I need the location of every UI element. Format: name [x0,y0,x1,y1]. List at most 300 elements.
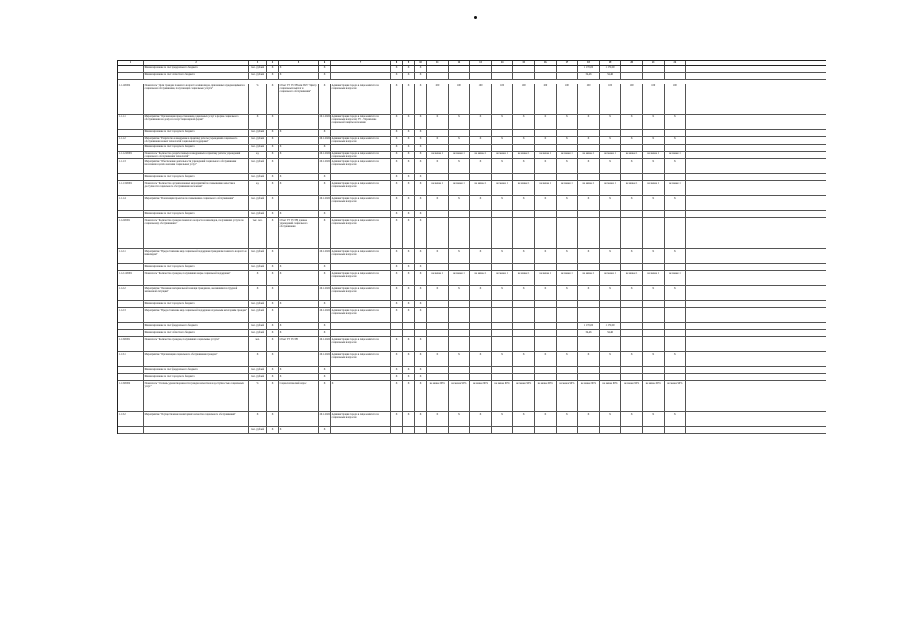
table-cell: Х [319,73,331,79]
table-cell: Х [535,137,557,144]
table-cell: Х [415,337,427,351]
table-cell: тыс. рублей [249,66,267,72]
table-cell: Х [470,137,492,144]
table-cell: Х [578,412,600,426]
table-cell: Х [415,218,427,248]
header-cell: 14 [492,61,514,65]
table-cell: тыс. рублей [249,264,267,270]
table-cell: 1.1.2.3 [118,308,144,322]
table-cell: Х [331,381,391,411]
table-cell [470,374,492,380]
table-cell: Х [319,264,331,270]
table-cell: не менее 1 [470,152,492,159]
table-cell [118,73,144,79]
table-row [118,174,826,181]
table-cell: Финансирование за счет федерального бюджета [144,66,249,72]
table-cell [144,427,249,433]
table-cell: Х [319,427,331,433]
table-cell [600,337,622,351]
table-cell: Мероприятие "Обеспечение деятельности учреждений социального обслуживания населения в целях оказания социальных услуг" [144,159,249,173]
table-cell: Х [249,352,267,366]
table-cell: Х [403,412,415,426]
table-cell: Х [600,249,622,263]
table-cell: 100 [427,84,449,114]
table-cell [557,330,579,336]
table-cell: Х [279,330,319,336]
table-cell: Х [427,352,449,366]
table-cell: Х [492,412,514,426]
table-cell: Х [415,308,427,322]
table-cell [449,264,471,270]
table-cell [578,337,600,351]
table-cell: Х [391,181,403,195]
table-cell: 1 170,00 [600,66,622,72]
table-cell: Х [267,73,279,79]
table-cell: Х [319,367,331,373]
table-cell: Х [470,115,492,129]
table-cell [331,323,391,329]
table-cell: Финансирование за счет городского бюджета [144,130,249,136]
table-cell: не менее 90% [449,381,471,411]
table-cell: тыс. рублей [249,73,267,79]
table-cell [621,374,643,380]
table-cell [557,211,579,217]
table-row [118,181,826,196]
table-cell: Х [557,412,579,426]
table-row [118,249,826,264]
table-cell: не менее 1 [535,181,557,195]
table-cell: Показатель "Степень удовлетворенности граждан качеством и доступностью социальных услуг" [144,381,249,411]
table-cell [643,301,665,307]
table-cell [470,73,492,79]
table-cell: Администрация города в лице комитета по социальным вопросам [331,352,391,366]
table-cell: тыс. рублей [249,145,267,151]
table-cell [600,301,622,307]
table-cell [578,301,600,307]
table-row [118,66,826,73]
table-cell: Х [449,196,471,210]
table-cell: не менее 1 [665,181,687,195]
table-cell [279,137,319,144]
table-cell [535,330,557,336]
table-cell: Х [403,145,415,151]
table-cell: тыс. рублей [249,323,267,329]
table-cell: 100 [513,84,535,114]
table-cell [492,337,514,351]
table-cell: Х [449,159,471,173]
table-cell: 100 [665,84,687,114]
table-row [118,367,826,374]
table-cell: 100 [643,84,665,114]
table-cell: 1.1.3.П002 [118,381,144,411]
table-cell [492,264,514,270]
table-cell: Х [415,115,427,129]
table-cell: Х [665,352,687,366]
table-row [118,308,826,323]
table-cell: Администрация города в лице комитета по социальным вопросам [331,218,391,248]
table-cell: Х [557,115,579,129]
table-cell [578,145,600,151]
table-cell [279,196,319,210]
table-cell [449,130,471,136]
table-cell: Х [319,271,331,285]
table-cell [513,427,535,433]
table-cell: не менее 1 [557,271,579,285]
table-cell [665,211,687,217]
table-cell: Х [415,181,427,195]
table-cell: Показатель "Доля граждан пожилого возраста и инвалидов, признанных нуждающимися в социальном обслуживании, получающих социальные услуги" [144,84,249,114]
header-cell: 12 [449,61,471,65]
table-cell: Х [267,211,279,217]
header-cell: 13 [470,61,492,65]
table-cell: Х [600,159,622,173]
table-cell: Х [267,174,279,180]
table-cell [449,301,471,307]
table-cell: Х [578,286,600,300]
table-cell: 100 [600,84,622,114]
table-cell [643,264,665,270]
table-cell [492,66,514,72]
table-cell: тыс. рублей [249,211,267,217]
table-cell: Х [427,159,449,173]
table-cell: Х [578,159,600,173]
table-cell [513,211,535,217]
table-cell: Х [513,196,535,210]
table-cell: Х [535,196,557,210]
table-cell: Х [249,271,267,285]
table-cell [118,374,144,380]
table-cell [470,337,492,351]
table-cell: Х [513,159,535,173]
table-cell [621,367,643,373]
table-cell [557,427,579,433]
table-cell [427,330,449,336]
table-cell: Х [391,196,403,210]
header-cell: 6 [319,61,331,65]
table-cell: Х [279,211,319,217]
table-cell: Х [267,152,279,159]
table-cell: Х [470,286,492,300]
table-cell: Х [449,286,471,300]
table-cell: Х [279,367,319,373]
table-cell: Х [427,196,449,210]
table-cell [427,427,449,433]
table-cell: 34,46 [578,330,600,336]
table-cell: Х [267,196,279,210]
table-cell: 20.1.2022 [319,286,331,300]
table-cell: Х [319,145,331,151]
table-cell [449,330,471,336]
table-cell: не менее 1 [427,181,449,195]
table-cell: Х [267,374,279,380]
table-cell [513,308,535,322]
table-cell [427,323,449,329]
table-cell: Х [621,352,643,366]
table-cell: Х [279,73,319,79]
table-cell [513,218,535,248]
table-cell: Х [513,286,535,300]
table-cell: чел. [249,337,267,351]
table-cell: Финансирование за счет федерального бюджета [144,323,249,329]
table-cell: не менее 90% [665,381,687,411]
table-cell: не менее 1 [600,181,622,195]
table-cell: Х [279,145,319,151]
table-cell: не менее 1 [665,152,687,159]
table-cell: Х [415,130,427,136]
table-cell: Х [557,352,579,366]
table-cell: Х [391,264,403,270]
table-cell: Х [403,73,415,79]
table-cell: Х [403,115,415,129]
header-cell: 5 [279,61,319,65]
table-cell: Х [403,367,415,373]
table-cell [470,308,492,322]
table-cell: Х [249,115,267,129]
table-cell: % [249,381,267,411]
table-cell: тыс. рублей [249,427,267,433]
table-cell: 100 [557,84,579,114]
table-cell: Х [415,145,427,151]
table-cell [331,264,391,270]
table-cell: Финансирование за счет городского бюджета [144,374,249,380]
table-cell: Х [665,196,687,210]
table-cell [118,174,144,180]
table-cell: не менее 1 [535,152,557,159]
table-cell: тыс. рублей [249,174,267,180]
table-cell [449,145,471,151]
header-cell: 17 [557,61,579,65]
table-cell: Х [267,66,279,72]
header-cell: 11 [427,61,449,65]
table-cell: не менее 1 [513,181,535,195]
table-cell: Показатель "Количество разработанных и внедренных в практику работы учреждений социального обслуживания технологий" [144,152,249,159]
table-cell: Х [319,181,331,195]
table-cell [535,73,557,79]
table-cell: Х [415,412,427,426]
table-cell [449,374,471,380]
table-cell [118,427,144,433]
table-cell: Х [665,412,687,426]
table-cell: не менее 1 [600,152,622,159]
table-cell: тыс. рублей [249,330,267,336]
table-cell [600,130,622,136]
table-cell: 1.1.2.2 [118,286,144,300]
table-row [118,374,826,381]
table-cell [513,130,535,136]
table-cell: Финансирование за счет городского бюджета [144,145,249,151]
table-cell: Мероприятие "Предоставление мер социальной поддержки гражданам пожилого возраста и инвалидам" [144,249,249,263]
table-cell: Х [415,73,427,79]
table-cell: Х [267,323,279,329]
table-cell: Х [643,159,665,173]
table-cell: Х [470,412,492,426]
table-cell: Х [267,286,279,300]
table-cell: Х [470,196,492,210]
table-cell: 100 [535,84,557,114]
table-cell [535,130,557,136]
table-cell: Х [415,271,427,285]
table-cell: % [249,84,267,114]
table-cell: 20.1.2022 [319,352,331,366]
table-cell: Х [415,66,427,72]
table-cell: ед. [249,152,267,159]
table-cell: тыс. рублей [249,367,267,373]
table-cell [449,323,471,329]
table-cell [427,301,449,307]
table-cell [331,174,391,180]
table-cell [665,145,687,151]
table-cell: Х [449,352,471,366]
table-cell [470,145,492,151]
table-cell [600,367,622,373]
table-cell: Х [557,286,579,300]
table-cell: 20.1.2022 [319,196,331,210]
table-cell [578,427,600,433]
table-cell: Х [449,137,471,144]
table-cell: 100 [449,84,471,114]
table-cell [492,308,514,322]
table-row [118,196,826,211]
table-cell: Х [267,249,279,263]
table-cell [492,130,514,136]
table-cell: Х [578,249,600,263]
table-cell: Х [415,137,427,144]
table-cell: Х [403,264,415,270]
header-cell: 3 [249,61,267,65]
table-cell [331,66,391,72]
table-cell [535,427,557,433]
table-cell: Мероприятие "Осуществление мониторинга качества социального обслуживания" [144,412,249,426]
table-cell [391,427,403,433]
table-cell: Х [600,137,622,144]
table-cell: Администрация города в лице комитета по социальным вопросам [331,196,391,210]
table-cell: Х [403,181,415,195]
table-cell [118,323,144,329]
table-cell [513,174,535,180]
table-cell: Х [600,196,622,210]
table-cell [600,218,622,248]
table-cell [578,374,600,380]
table-row [118,286,826,301]
table-cell: Х [557,137,579,144]
table-cell: Мероприятие "Оказание материальной помощи гражданам, оказавшимся в трудной жизненной ситуации" [144,286,249,300]
table-cell: Х [600,286,622,300]
table-cell: Х [513,249,535,263]
table-cell: Х [391,211,403,217]
table-cell: Х [403,308,415,322]
table-cell: не менее 1 [578,152,600,159]
table-cell: Х [279,181,319,195]
table-cell [578,218,600,248]
table-cell: Администрация города в лице комитета по социальным вопросам [331,181,391,195]
table-cell: Х [470,249,492,263]
table-cell [427,367,449,373]
table-cell [279,115,319,129]
table-cell [449,73,471,79]
table-cell: не менее 1 [449,181,471,195]
table-cell [557,145,579,151]
table-cell: Х [415,211,427,217]
table-cell: Х [279,427,319,433]
table-cell [621,174,643,180]
table-cell [665,218,687,248]
table-cell: 1.1.3.1 [118,352,144,366]
table-cell [279,412,319,426]
header-cell: 22 [665,61,687,65]
table-cell [279,308,319,322]
table-cell: тыс. рублей [249,130,267,136]
table-cell: Х [267,159,279,173]
table-cell: не менее 1 [557,181,579,195]
table-cell [279,159,319,173]
table-cell: Х [267,301,279,307]
table-cell: не менее 1 [621,271,643,285]
table-cell: не менее 1 [578,271,600,285]
table-cell: Х [557,196,579,210]
table-cell [492,330,514,336]
table-cell [427,130,449,136]
table-row [118,427,826,434]
table-cell [621,308,643,322]
table-cell: 100 [470,84,492,114]
table-cell [643,374,665,380]
table-cell [557,323,579,329]
table-cell: Х [415,301,427,307]
table-cell: Х [492,115,514,129]
table-cell [470,301,492,307]
table-cell: Х [279,130,319,136]
table-cell: Администрация города в лице комитета по социальным вопросам [331,271,391,285]
table-cell [643,211,665,217]
table-cell [118,264,144,270]
table-cell: Х [279,323,319,329]
table-cell: 20.1.2022 [319,159,331,173]
table-cell [118,367,144,373]
table-row [118,137,826,145]
table-cell: Х [415,352,427,366]
table-cell [578,367,600,373]
table-cell: Х [319,381,331,411]
table-cell [513,367,535,373]
table-cell: Х [267,352,279,366]
table-cell: 1.1.2.1.П001 [118,271,144,285]
table-cell: Х [449,412,471,426]
table-cell: Х [391,115,403,129]
table-cell: Х [391,374,403,380]
table-row [118,159,826,174]
table-cell [118,145,144,151]
table-cell: Показатель "Количество граждан, получивших социальные услуги" [144,337,249,351]
table-cell: Х [621,115,643,129]
table-cell [621,130,643,136]
table-cell [449,66,471,72]
table-cell [427,337,449,351]
table-cell [665,374,687,380]
table-cell: тыс. рублей [249,159,267,173]
table-cell [643,145,665,151]
table-cell: не менее 1 [492,152,514,159]
table-cell: Х [535,286,557,300]
table-cell [643,367,665,373]
table-cell [331,73,391,79]
table-cell: Х [403,352,415,366]
table-cell: тыс. рублей [249,249,267,263]
table-cell: Х [643,352,665,366]
table-cell: тыс. рублей [249,196,267,210]
table-cell [578,130,600,136]
table-cell: 1 170,00 [578,323,600,329]
table-cell [600,145,622,151]
